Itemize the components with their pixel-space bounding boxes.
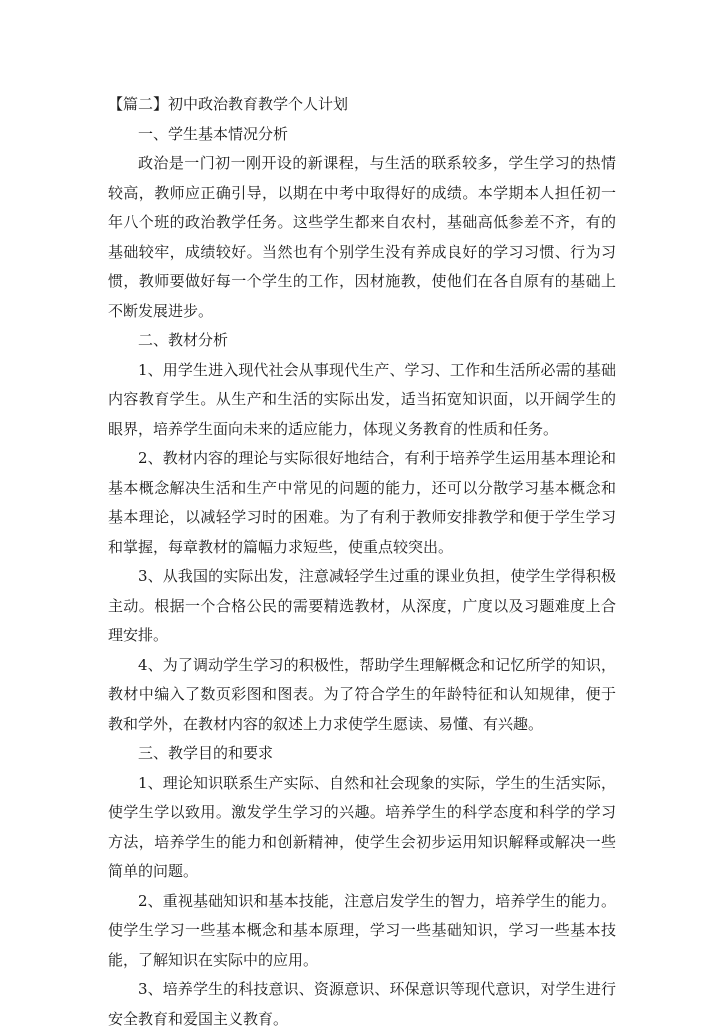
section-heading: 二、教材分析 — [138, 331, 229, 349]
paragraph: 1、用学生进入现代社会从事现代生产、学习、工作和生活所必需的基础内容教育学生。从生产和生活的实际出发，适当拓宽知识面，以开阔学生的眼界，培养学生面向未来的适应能力，体现义务教育的性质和任务。 — [108, 360, 616, 438]
document-body — [108, 90, 616, 1034]
paragraph: 2、教材内容的理论与实际很好地结合，有利于培养学生运用基本理论和基本概念解决生活和生产中常见的问题的能力，还可以分散学习基本概念和基本理论，以减轻学习时的困难。为了有利于教师安排教学和便于学生学习和掌握，每章教材的篇幅力求短些，使重点较突出。 — [108, 449, 616, 556]
paragraph: 3、从我国的实际出发，注意减轻学生过重的课业负担，使学生学得积极主动。根据一个合格公民的需要精选教材，从深度，广度以及习题难度上合理安排。 — [108, 567, 616, 644]
paragraph: 2、重视基础知识和基本技能，注意启发学生的智力，培养学生的能力。使学生学习一些基本概念和基本原理，学习一些基础知识，学习一些基本技能，了解知识在实际中的应用。 — [108, 891, 616, 969]
section-student-analysis — [108, 120, 616, 327]
document-title: 【篇二】初中政治教育教学个人计划 — [108, 95, 349, 113]
paragraph: 政治是一门初一刚开设的新课程，与生活的联系较多，学生学习的热情较高，教师应正确引导，以期在中考中取得好的成绩。本学期本人担任初一年八个班的政治教学任务。这些学生都来自农村，基础高低参差不齐，有的基础较牢，成绩较好。当然也有个别学生没有养成良好的学习习惯、行为习惯，教师要做好每一个学生的工作，因材施教，使他们在各自原有的基础上不断发展进步。 — [108, 154, 616, 320]
section-teaching-goals — [108, 739, 616, 1034]
paragraph: 1、理论知识联系生产实际、自然和社会现象的实际，学生的生活实际，使学生学以致用。激发学生学习的兴趣。培养学生的科学态度和科学的学习方法，培养学生的能力和创新精神，使学生会初步运用知识解释或解决一些简单的问题。 — [108, 773, 616, 880]
section-heading: 一、学生基本情况分析 — [138, 124, 289, 143]
paragraph: 3、培养学生的科技意识、资源意识、环保意识等现代意识，对学生进行安全教育和爱国主义教育。 — [108, 980, 616, 1028]
paragraph: 4、为了调动学生学习的积极性，帮助学生理解概念和记忆所学的知识，教材中编入了数页彩图和图表。为了符合学生的年龄特征和认知规律，便于教和学外，在教材内容的叙述上力求使学生愿读、易懂、有兴趣。 — [108, 655, 616, 733]
section-heading: 三、教学目的和要求 — [138, 744, 274, 762]
section-textbook-analysis — [108, 326, 616, 739]
